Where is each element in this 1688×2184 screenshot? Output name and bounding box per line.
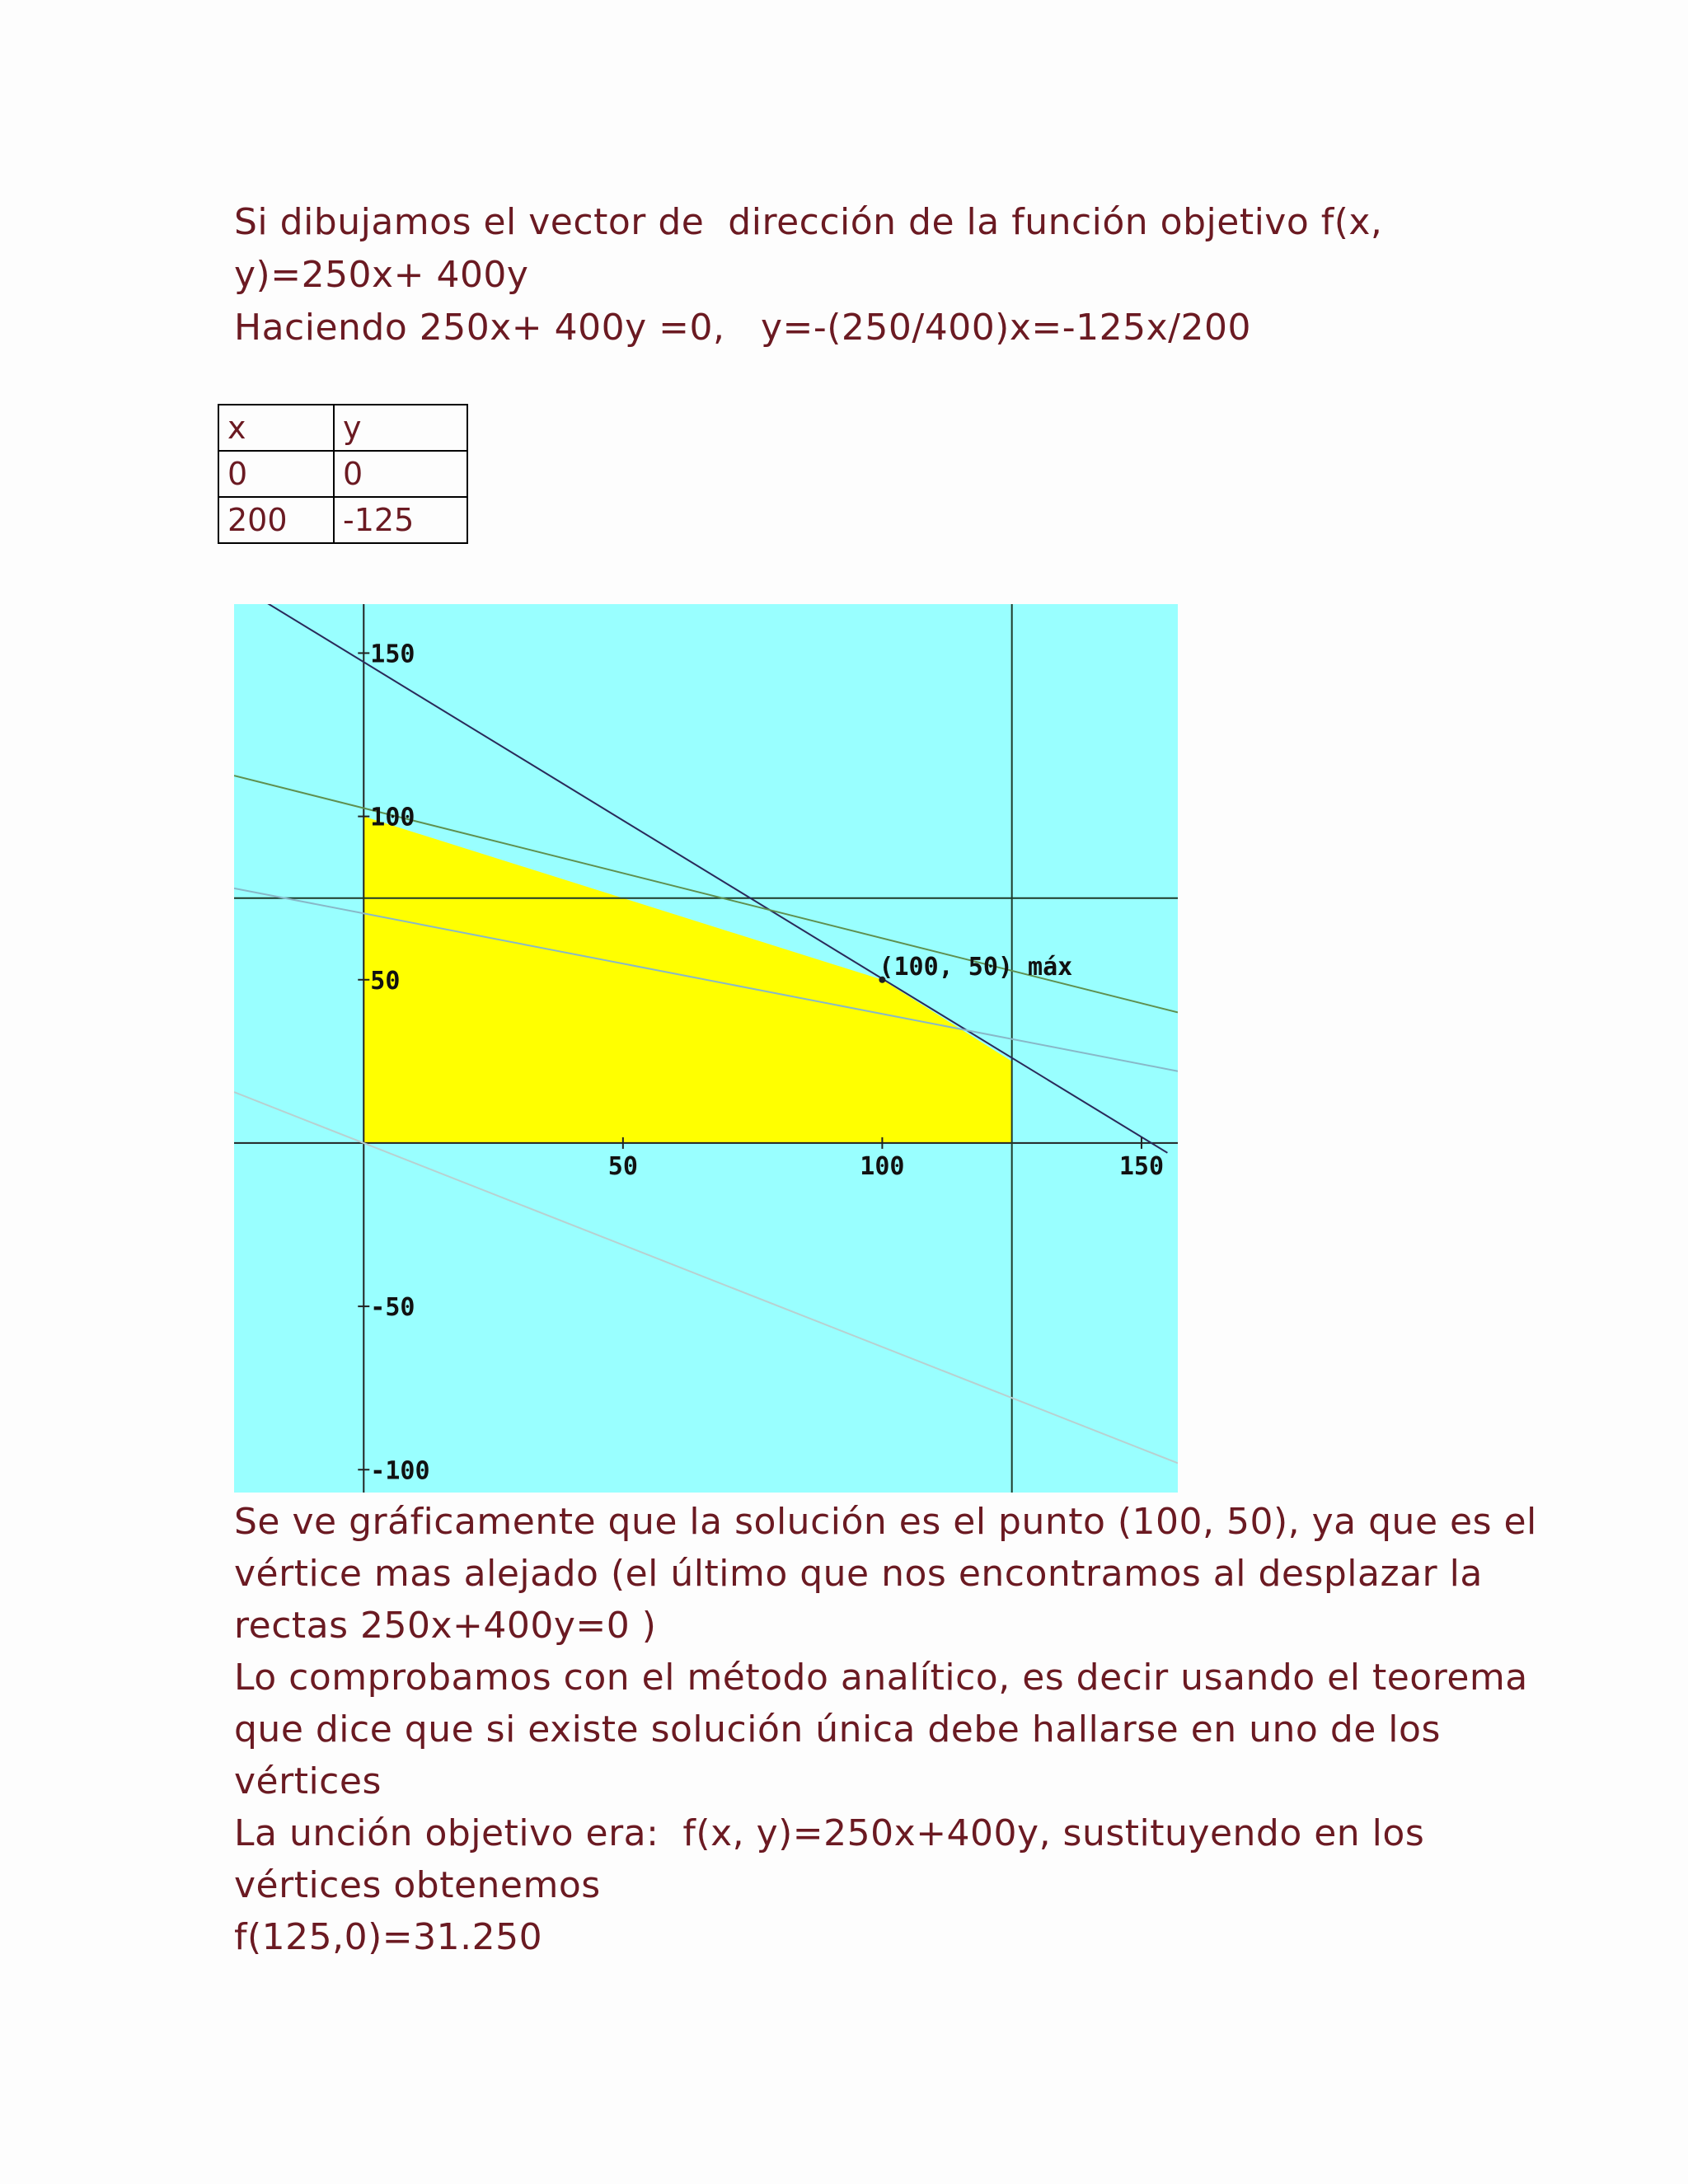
y-tick-label: 150 <box>370 640 415 669</box>
table-header-x: x <box>218 405 334 451</box>
table-row <box>218 451 467 497</box>
conclusion-line-3: rectas 250x+400y=0 ) <box>234 1605 657 1647</box>
intro-line-3: Haciendo 250x+ 400y =0, y=-(250/400)x=-125x/200 <box>234 307 1251 349</box>
table-row <box>218 497 467 543</box>
table-header-row <box>218 405 467 451</box>
conclusion-line-7: La unción objetivo era: f(x, y)=250x+400y, sustituyendo en los <box>234 1812 1425 1854</box>
table-cell: 200 <box>218 497 334 543</box>
conclusion-line-6: vértices <box>234 1760 382 1802</box>
table-cell: 0 <box>218 451 334 497</box>
conclusion-line-2: vértice mas alejado (el último que nos encontramos al desplazar la <box>234 1553 1483 1595</box>
y-tick-label: -100 <box>370 1456 430 1486</box>
max-point-label: (100, 50) máx <box>879 952 1073 982</box>
intro-line-2: y)=250x+ 400y <box>234 254 529 296</box>
conclusion-line-5: que dice que si existe solución única debe hallarse en uno de los <box>234 1708 1441 1750</box>
x-tick-label: 50 <box>607 1151 638 1181</box>
conclusion-line-8: vértices obtenemos <box>234 1864 601 1906</box>
table-header-y: y <box>334 405 467 451</box>
xy-table <box>218 404 468 544</box>
conclusion-line-9: f(125,0)=31.250 <box>234 1916 543 1958</box>
conclusion-line-1: Se ve gráficamente que la solución es el punto (100, 50), ya que es el <box>234 1501 1537 1543</box>
y-tick-label: 50 <box>370 966 401 996</box>
y-tick-label: 100 <box>370 803 415 832</box>
lp-graph <box>234 604 1178 1493</box>
table-cell: 0 <box>334 451 467 497</box>
y-tick-label: -50 <box>370 1293 415 1323</box>
conclusion-line-4: Lo comprobamos con el método analítico, es decir usando el teorema <box>234 1657 1528 1699</box>
x-tick-label: 100 <box>860 1151 905 1181</box>
intro-line-1: Si dibujamos el vector de dirección de la función objetivo f(x, <box>234 201 1383 243</box>
x-tick-label: 150 <box>1118 1151 1165 1181</box>
table-cell: -125 <box>334 497 467 543</box>
